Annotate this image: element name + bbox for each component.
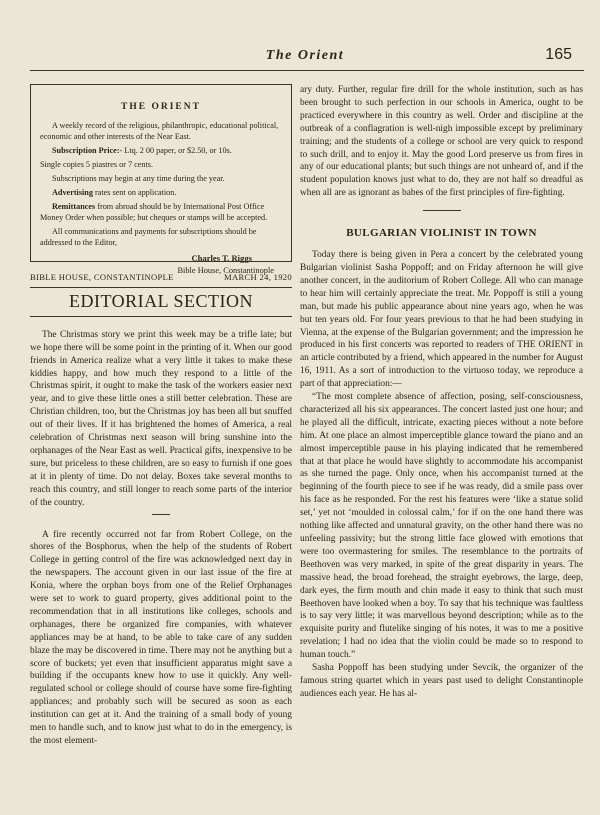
article-divider <box>423 210 461 211</box>
editorial-paragraph: The Christmas story we print this week may be a trifle late; but we hope there will be some point in the printing of it. When our good friends in America realize what a very little it takes to make these kiddies happy, and how much they respond to a little of the Christmas spirit, it ought to make the task of the workers easier next year, and to give these little ones a still better celebration. These are Christian children, too, but the Christmas joy has been all but snuffed out of their lives. If it has brightened the homes of America, a real celebration of Christmas next season will bring sunshine into the orphanages of the Near East as well. Practical gifts, inexpensive to be sure, but priceless to these children, are so easy to furnish if one goes at it in plenty of time. Do not delay. Boxes take several months to reach this country, and still longer to reach some parts of the interior of the country. <box>30 329 292 508</box>
subscription-text: - Ltq. 2 00 paper, or $2.50, or 10s. <box>119 145 232 155</box>
subscription-label: Subscription Price: <box>52 145 120 155</box>
box-subscriptions-begin: Subscriptions may begin at any time during the year. <box>52 173 225 183</box>
box-single-copies: Single copies 5 piastres or 7 cents. <box>40 159 154 169</box>
editorial-continuation: ary duty. Further, regular fire drill for the whole institution, such as has been brought to such perfection in our schools in America, ought to be practiced everywhere in this country as well. Order and discipline at the outbreak of a conflagration is well-nigh impossible except by preliminary training; and the students of a college or school are very quick to respond to such drill, and to enjoy it. May the good Lord preserve us from fires in any of our educational plants; but such things are not unheard of, and if the student population knows just what to do, they are not half so dreadful as when all are as ignorant as babes of the first principles of fire-fighting. <box>300 85 583 199</box>
remittances-text: from abroad should be by International Post Office Money Order when possible; but cheques or stamps will be accepted. <box>40 201 268 222</box>
article-paragraph: Today there is being given in Pera a concert by the celebrated young Bulgarian violinist Sasha Poppoff; and on Friday afternoon he will give another concert, in the auditorium of Robert College. All who can manage to hear him will certainly appreciate the treat. Mr. Poppoff is still a young man, but made his public appearance about nine years ago, when he was but ten years old. For four years previous to that he had been studying in Vienna, at the expense of the Bulgarian government; and the impression he produced in his first concerts was reported to readers of THE ORIENT in an article contributed by a friend, which appeared in the number for August 16, 1911. As a sort of introduction to the virtuoso today, we reproduce a part of that appreciation:— <box>300 250 583 390</box>
paragraph-divider <box>152 514 170 515</box>
subscription-box <box>30 84 292 275</box>
dateline-date: MARCH 24, 1920 <box>224 272 292 282</box>
advertising-text: rates sent on application. <box>92 187 177 197</box>
box-remittances <box>40 201 282 223</box>
remittances-label: Remittances <box>52 201 96 211</box>
advertising-label: Advertising <box>52 187 93 197</box>
article-heading: BULGARIAN VIOLINIST IN TOWN <box>346 227 537 240</box>
box-intro: A weekly record of the religious, philanthropic, educational political, economic and other interests of the Near East. <box>40 120 279 141</box>
journal-title: The Orient <box>265 48 345 63</box>
page-number: 165 <box>545 46 572 63</box>
header-rule <box>30 70 584 71</box>
editor-address: Bible House, Constantinople <box>177 265 274 275</box>
box-communications: All communications and payments for subscriptions should be addressed to the Editor, <box>40 226 257 247</box>
dateline <box>30 271 292 284</box>
box-title: THE ORIENT <box>121 102 201 112</box>
box-advertising <box>40 187 282 198</box>
box-subscription <box>40 145 282 156</box>
article-paragraph: “The most complete absence of affection, posing, self-consciousness, characterized all his six appearances. The concert lasted just one hour; and he played all the difficult, intricate, exacting pieces without a note before him. At one place an almost imperceptible glance toward the piano and an almost imperceptible pause in his playing indicated that he remembered that at that place he would have slightly to accommodate his accompanist as she turned the page. Only once, when his accompanist turned at the beginning of the fourth piece to see if he was ready, did a smile pass over his face as he responded. For the rest his features were ‘like a statue solid set,’ yet not ‘moulded in colossal calm,’ for if on the one hand there was nothing like affected and unnatural gravity, on the other hand there was no unfeeling passivity; but the strong little face glowed with emotions that were too overmastering for smiles. The resemblance to the portraits of Beethoven was very marked, in spite of the great disparity in years. The massive head, the broad forehead, the straight eyebrows, the large, deep, dark eyes, the firm mouth and chin made it easy to think that such must Beethoven have looked when a boy. To say that his technique was faultless is to say very little; it was marvellous beyond description; while as to the exquisite purity and flutelike singing of his notes, it was to me a positive revelation; I had no idea that the violin could be made so to respond to human touch.” <box>300 392 583 661</box>
editorial-paragraph: A fire recently occurred not far from Robert College, on the shores of the Bosphorus, when the help of the students of Robert College in getting control of the fire was acknowledged next day in the newspapers. The account given in our last issue of the fire at Konia, where the orphan boys from one of the Relief Orphanages were set to work to guard property, gives additional point to the recommendation that in all institutions like colleges, schools and orphanages, there be organized fire companies, with whatever appliances may be at hand, to be able to take care of any sudden blaze the may be discovered in time. There may not be anything but a score of buckets; yet even that insufficient apparatus might save a building if the occupants knew how to use it quickly. Any well-regulated school or college should of course have some fire-fighting appliances; and probably such will be secured as soon as each institution can get at it. And the training of a small body of young men to handle such, and to know just what to do in the emergency, is the most element- <box>30 529 292 746</box>
dateline-place: BIBLE HOUSE, CONSTANTINOPLE <box>30 272 174 282</box>
left-column <box>30 82 292 748</box>
right-column <box>300 84 583 701</box>
section-title-rule <box>30 316 292 317</box>
section-title: EDITORIAL SECTION <box>69 290 253 311</box>
masthead <box>30 46 580 70</box>
dateline-rule <box>30 287 292 288</box>
article-paragraph: Sasha Poppoff has been studying under Sevcik, the organizer of the famous string quartet which in years past used to delight Constantinople audiences each year. He has al- <box>300 663 583 699</box>
editor-name: Charles T. Riggs <box>191 252 252 263</box>
